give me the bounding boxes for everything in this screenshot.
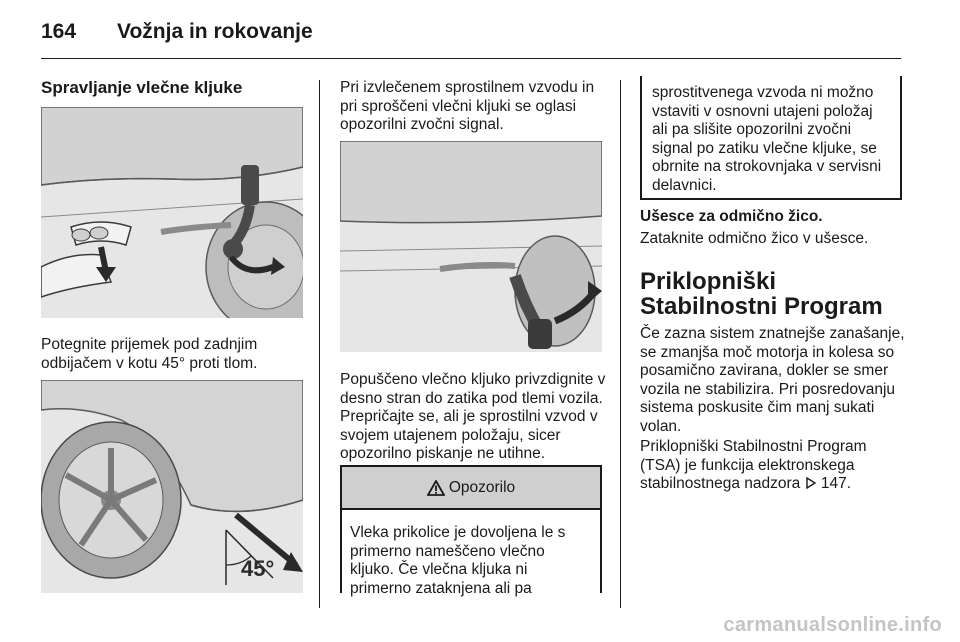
warning-box	[340, 465, 602, 597]
page-number: 164	[41, 20, 77, 43]
section-heading-tow-hook: Spravljanje vlečne kljuke	[41, 78, 243, 97]
eyelet-text: Zataknite odmično žico v ušesce.	[640, 230, 869, 247]
figure-45-degree	[41, 380, 303, 593]
watermark: carmanualsonline.info	[723, 614, 942, 636]
page-reference-icon	[805, 477, 817, 489]
paragraph-lift-hook: Popuščeno vlečno kljuko privzdignite v desno stran do zatika pod tlemi vozila. Prepričajte se, ali je sprostilni vzvod v svojem utajenem položaju, sicer opozorilno piskanje ne utihne.	[340, 371, 606, 463]
paragraph-tsp-definition	[640, 438, 910, 494]
warning-title: Opozorilo	[448, 478, 516, 496]
column-divider-left	[319, 80, 320, 608]
warning-continuation-text: sprostitvenega vzvoda ni možno vstaviti v osnovni utajeni položaj ali pa slišite opozorilni zvočni signal po zatiku vlečne kljuke, se obrnite na strokovnjaka v servisni delavnici.	[652, 84, 882, 194]
paragraph-tsp-intervention: Če zazna sistem znatnejše zanašanje, se zmanjša moč motorja in kolesa so posamično zavirana, dokler se smer vozila ne stabilizira. Pri posredovanju sistema poskusite čim manj sukati volan.	[640, 325, 905, 435]
warning-text: Vleka prikolice je dovoljena le s primerno nameščeno vlečno kljuko. Če vlečna kljuka ni primerno zataknjena ali pa	[350, 524, 566, 597]
figure-swing-hook	[340, 141, 602, 352]
page-title: Vožnja in rokovanje	[117, 20, 313, 43]
header-rule	[41, 58, 901, 59]
column-divider-right	[620, 80, 621, 608]
paragraph-warning-signal: Pri izvlečenem sprostilnem vzvodu in pri sproščeni vlečni kljuki se oglasi opozorilni zvočni signal.	[340, 79, 595, 134]
section-heading-tsp: Priklopniški Stabilnostni Program	[640, 268, 883, 320]
figure-45-label: 45°	[241, 556, 275, 581]
page-reference-link[interactable]: 147.	[820, 475, 852, 493]
warning-triangle-icon	[427, 480, 445, 496]
paragraph-tsp-definition-text: Priklopniški Stabilnostni Program (TSA) je funkcija elektronskega stabilnostnega nadzora	[640, 438, 867, 493]
caption-pull-handle: Potegnite prijemek pod zadnjim odbijačem v kotu 45° proti tlom.	[41, 336, 258, 372]
warning-continuation-box	[640, 76, 902, 200]
figure-release-lever	[41, 107, 303, 318]
subheading-eyelet: Ušesce za odmično žico.	[640, 208, 823, 225]
warning-header	[342, 467, 600, 510]
